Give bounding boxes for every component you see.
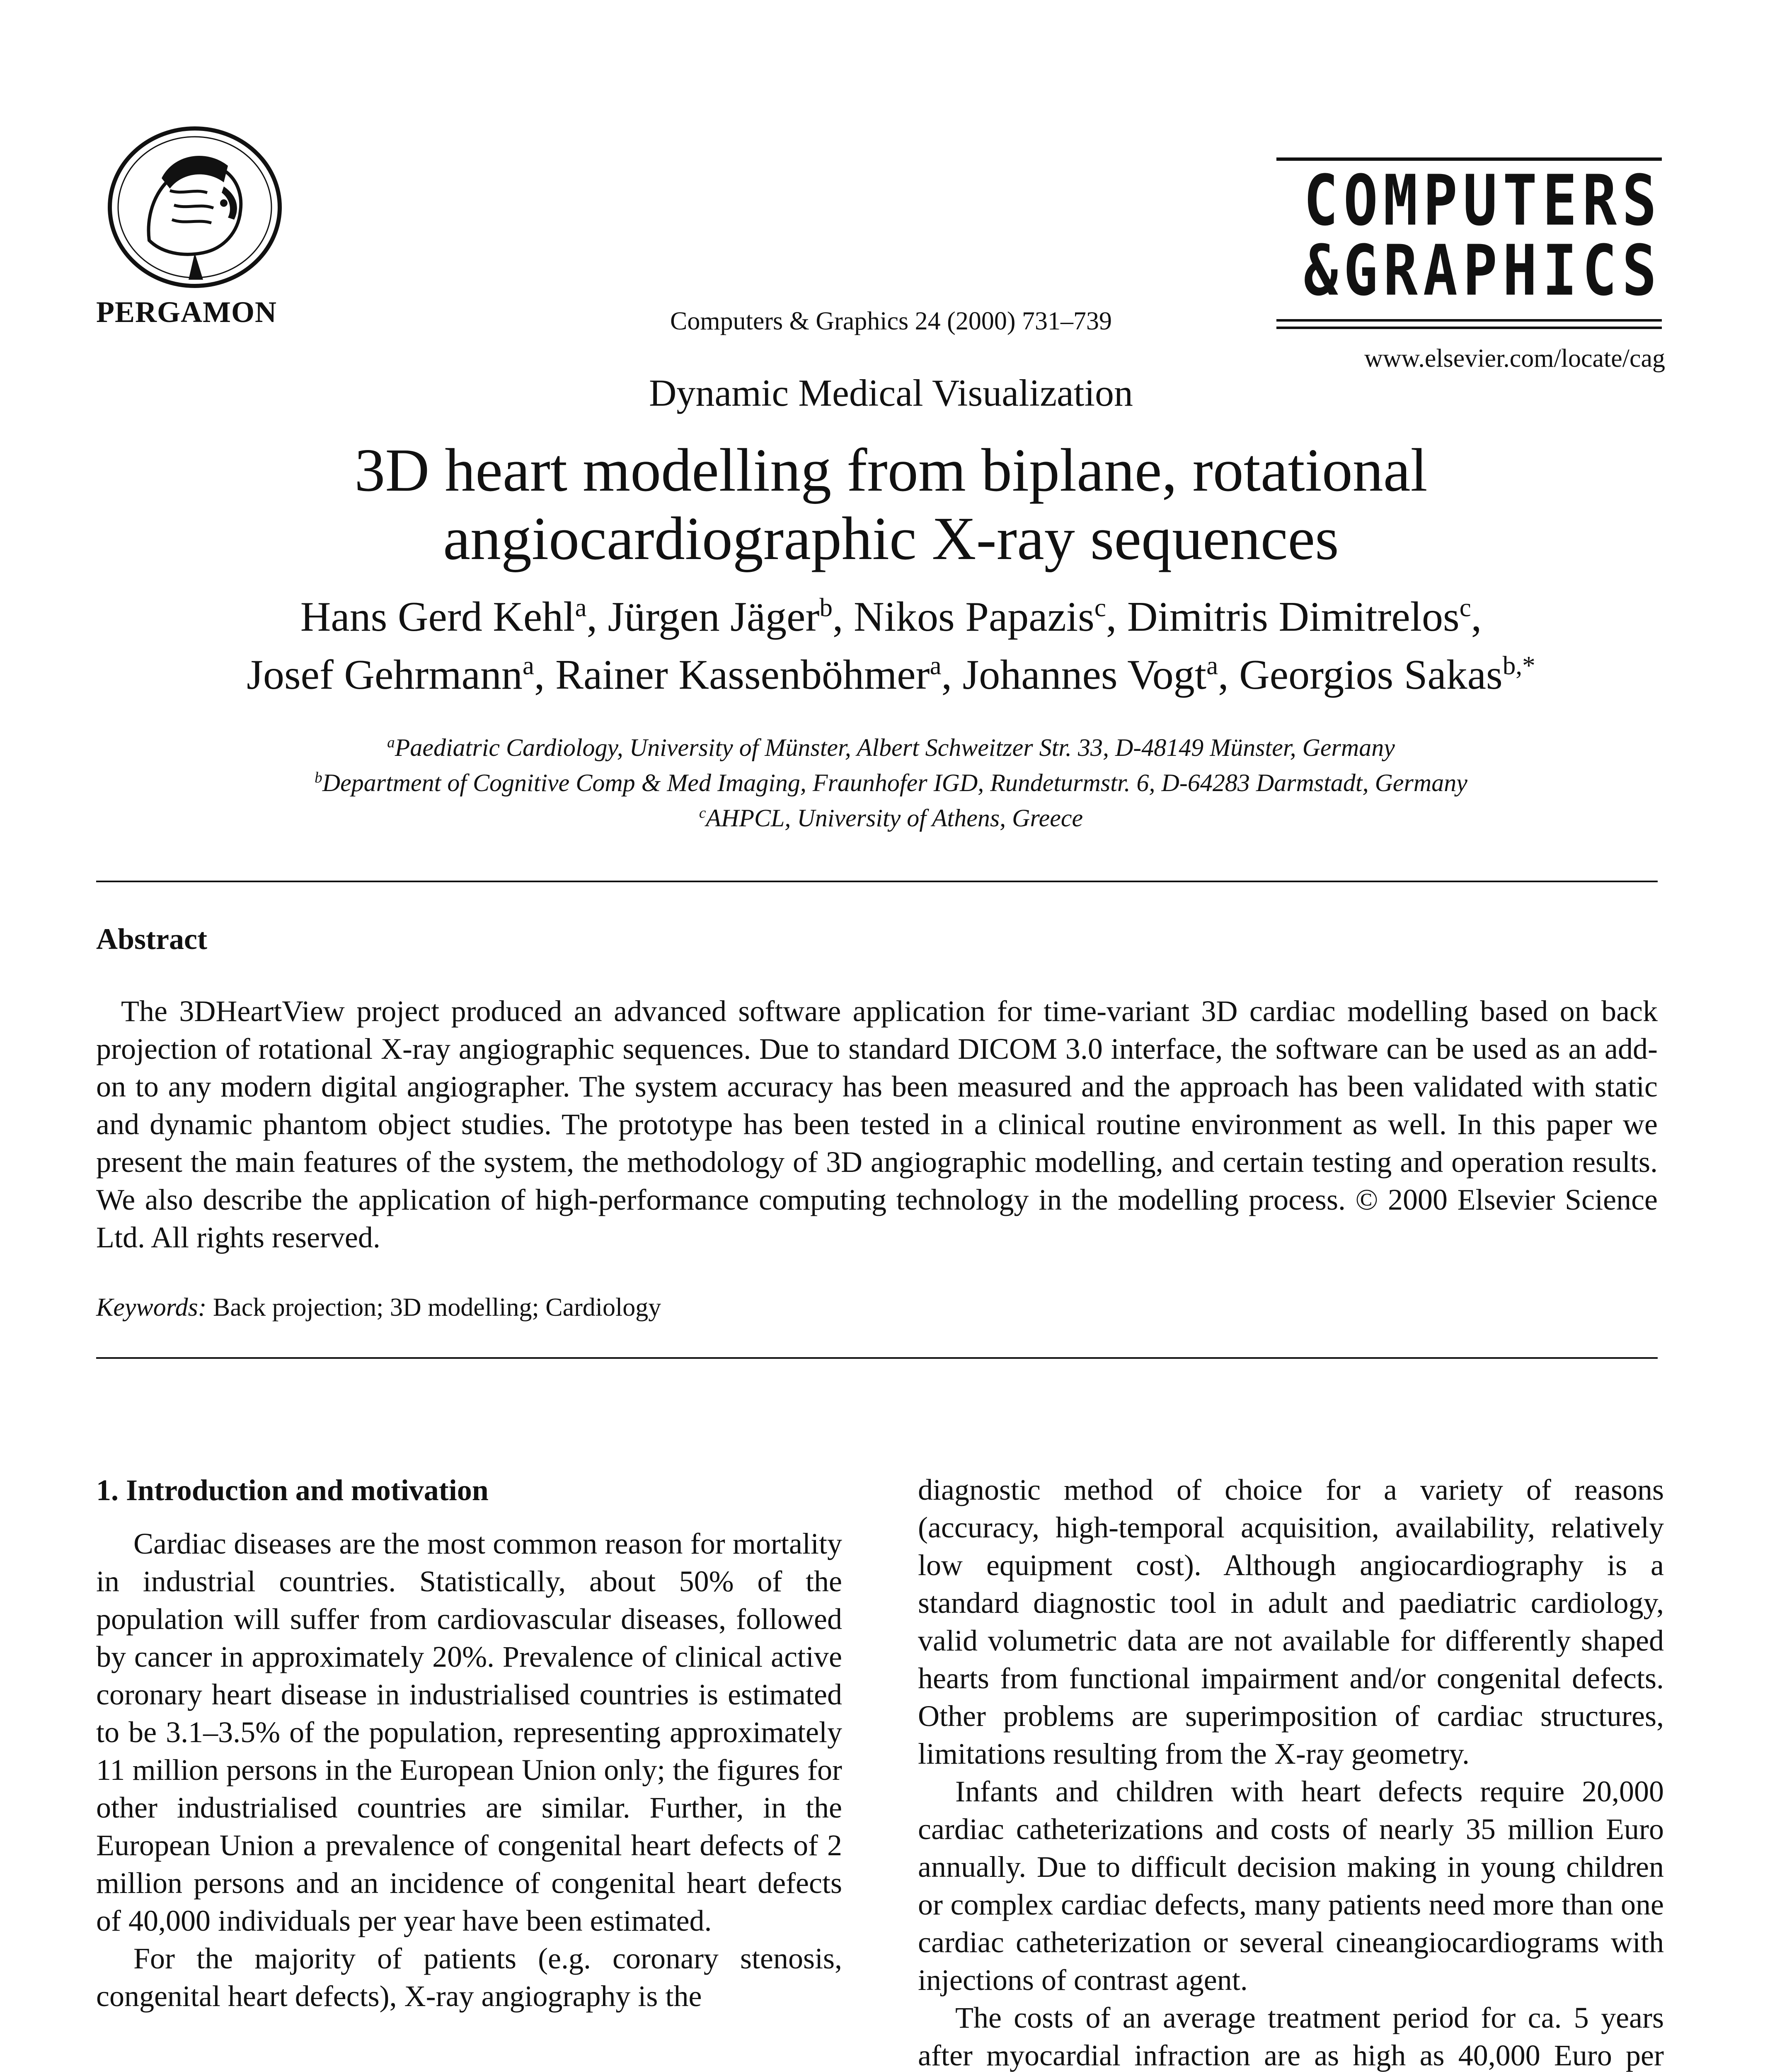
- author-name: Rainer Kassenböhmer$^a$,: [555, 651, 963, 698]
- affiliation-b: $^b$Department of Cognitive Comp & Med Imaging, Fraunhofer IGD, Rundeturmstr. 6, D-64283 Darmstadt, Germany: [315, 769, 1467, 796]
- affiliation-c: $^c$AHPCL, University of Athens, Greece: [699, 804, 1083, 832]
- abstract-bottom-rule: [96, 1357, 1658, 1359]
- abstract-text: The 3DHeartView project produced an advanced software application for time-variant 3D cardiac modelling based on back projection of rotational X-ray angiographic sequences. Due to standard DICOM 3.0 interface, the software can be used as an add-on to any modern digital angiographer. The system accuracy has been measured and the approach has been validated with static and dynamic phantom object studies. The prototype has been tested in a clinical routine environment as well. In this paper we present the main features of the system, the methodology of 3D angiographic modelling, and certain testing and operation results. We also describe the application of high-performance computing technology in the modelling process. © 2000 Elsevier Science Ltd. All rights reserved.: [96, 995, 1658, 1254]
- affiliation-mark: b,*: [1502, 651, 1535, 680]
- abstract-top-rule: [96, 881, 1658, 882]
- abstract-heading: Abstract: [96, 922, 207, 956]
- journal-title-line2: &GRAPHICS: [1303, 230, 1662, 311]
- author-name: Hans Gerd Kehl$^a$,: [300, 593, 608, 640]
- keywords-label: Keywords:: [96, 1293, 207, 1322]
- affiliation-mark: a: [575, 593, 587, 622]
- journal-title-line1: COMPUTERS: [1303, 160, 1662, 241]
- author-name: Johannes Vogt$^a$,: [962, 651, 1240, 698]
- keywords: [96, 1293, 661, 1322]
- author-name: Dimitris Dimitrelos$^c$,: [1127, 593, 1482, 640]
- intro-paragraph-1: Cardiac diseases are the most common reason for mortality in industrial countries. Statistically, about 50% of the population will suffer from cardiovascular diseases, followed by cancer in approximately 20%. Prevalence of clinical active coronary heart disease in industrialised countries is estimated to be 3.1–3.5% of the population, representing approximately 11 million persons in the European Union only; the figures for other industrialised countries are similar. Further, in the European Union a prevalence of congenital heart defects of 2 million persons and an incidence of congenital heart defects of 40,000 individuals per year have been estimated.: [96, 1527, 842, 1937]
- author-name: Josef Gehrmann$^a$,: [247, 651, 555, 698]
- publisher-name: PERGAMON: [96, 295, 277, 329]
- author-name: Jürgen Jäger$^b$,: [608, 593, 854, 640]
- journal-bottom-rule: [1276, 319, 1662, 322]
- journal-title-block: [1276, 157, 1662, 323]
- right-column: [918, 1471, 1664, 2072]
- author-list-line2: [0, 651, 1782, 699]
- journal-citation: Computers & Graphics 24 (2000) 731–739: [670, 307, 1112, 335]
- author-list-line1: [0, 593, 1782, 641]
- keywords-text: Back projection; 3D modelling; Cardiology: [213, 1293, 661, 1322]
- pergamon-athena-logo-icon: [99, 116, 290, 298]
- author-name: Nikos Papazis$^c$,: [854, 593, 1127, 640]
- affiliation-mark: a: [930, 651, 942, 680]
- left-column: [96, 1525, 842, 2015]
- intro-paragraph-3: diagnostic method of choice for a variety of reasons (accuracy, high-temporal acquisition, availability, relatively low equipment cost). Although angiocardiography is a standard diagnostic tool in adult and paediatric cardiology, valid volumetric data are not available for differently shaped hearts from functional impairment and/or congenital defects. Other problems are superimposition of cardiac structures, limitations resulting from the X-ray geometry.: [918, 1473, 1664, 1770]
- journal-bottom-rule-2: [1276, 327, 1662, 329]
- section-heading: Dynamic Medical Visualization: [649, 372, 1133, 414]
- paper-title-line2: angiocardiographic X-ray sequences: [443, 505, 1339, 573]
- affiliation-mark: c: [1459, 593, 1471, 622]
- author-name: Georgios Sakas$^{b,*}$: [1239, 651, 1535, 698]
- intro-paragraph-2: For the majority of patients (e.g. coronary stenosis, congenital heart defects), X-ray angiography is the: [96, 1942, 842, 2013]
- affiliation-mark: b: [819, 593, 833, 622]
- intro-paragraph-5: The costs of an average treatment period for ca. 5 years after myocardial infraction are as high as 40,000 Euro per: [918, 2001, 1664, 2072]
- affiliation-mark: a: [522, 651, 534, 680]
- affiliation-mark: c: [1094, 593, 1106, 622]
- paper-title-line1: 3D heart modelling from biplane, rotational: [354, 436, 1428, 504]
- intro-heading: 1. Introduction and motivation: [96, 1474, 489, 1507]
- intro-paragraph-4: Infants and children with heart defects require 20,000 cardiac catheterizations and costs of nearly 35 million Euro annually. Due to difficult decision making in young children or complex cardiac defects, many patients need more than one cardiac catheterization or several cineangiocardiograms with injections of contrast agent.: [918, 1775, 1664, 1997]
- journal-url-link[interactable]: www.elsevier.com/locate/cag: [1364, 344, 1665, 373]
- affiliation-mark: a: [1206, 651, 1218, 680]
- affiliation-a: $^a$Paediatric Cardiology, University of Münster, Albert Schweitzer Str. 33, D-48149 Münster, Germany: [387, 734, 1395, 761]
